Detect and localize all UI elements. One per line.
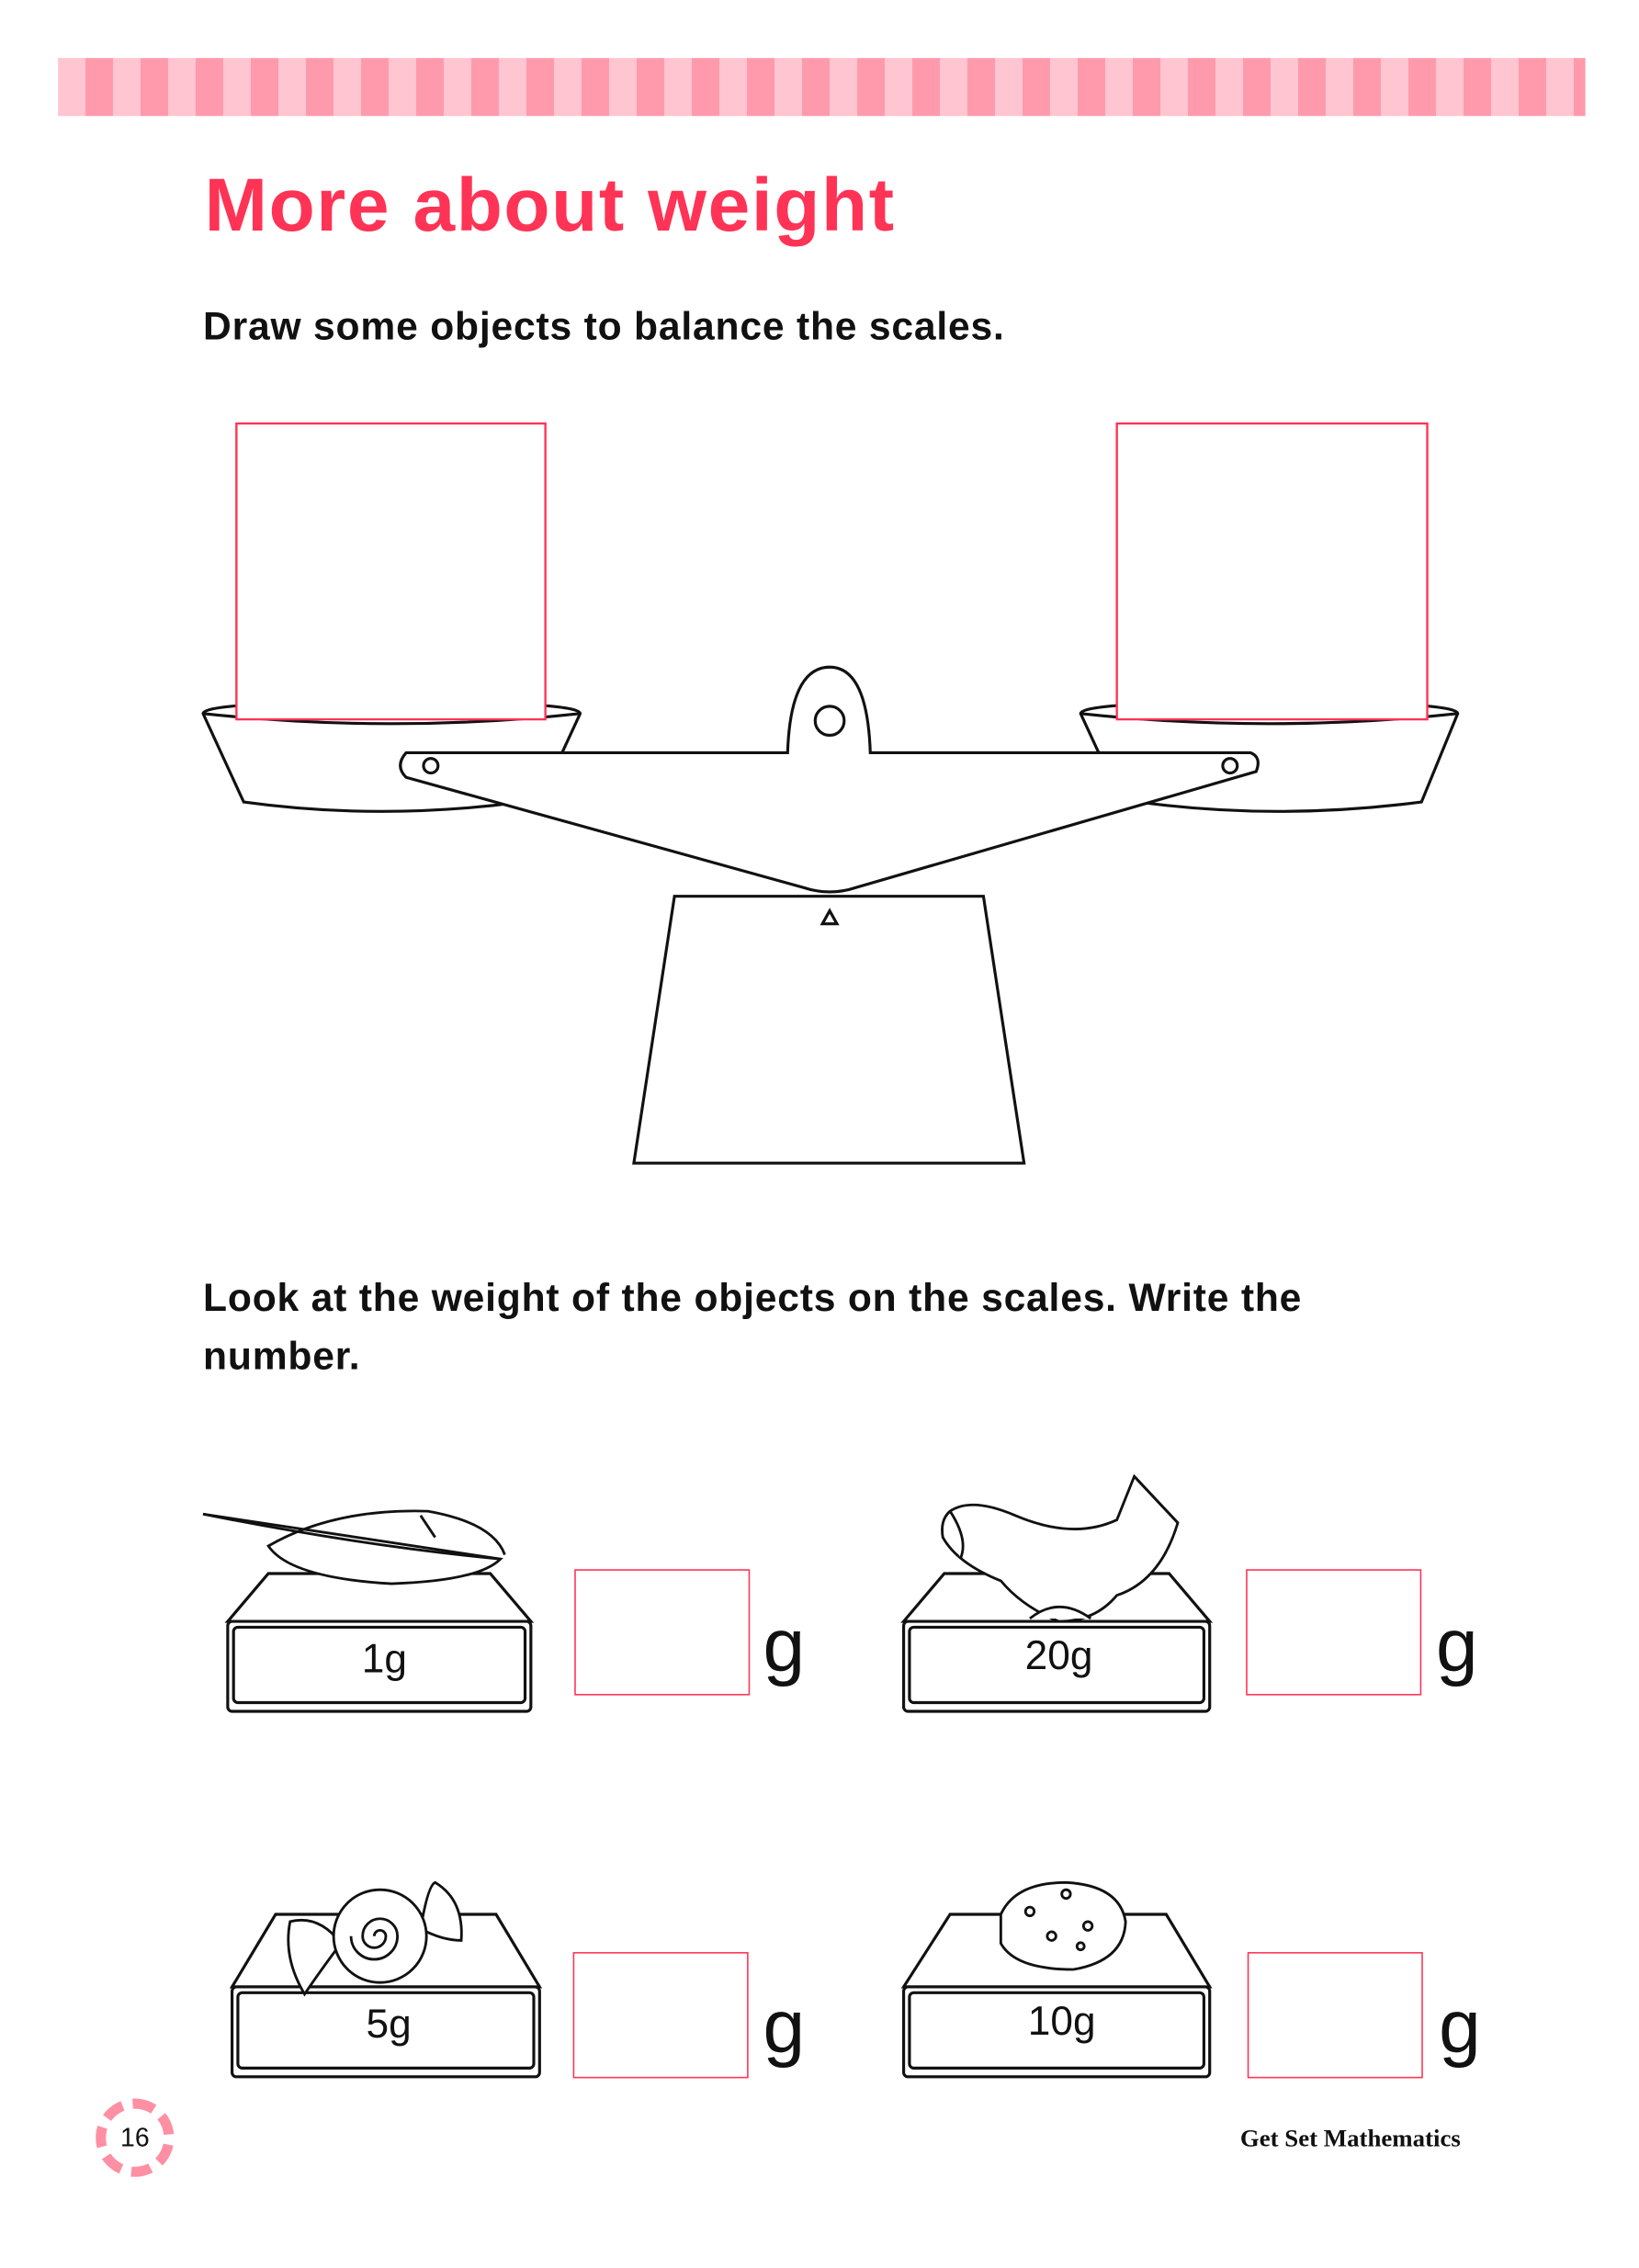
unit-label: g (1436, 1604, 1478, 1688)
weight-label: 10g (1027, 1998, 1096, 2044)
unit-label: g (763, 1604, 806, 1688)
answer-box-feather[interactable] (574, 1569, 750, 1695)
answer-box-biscuit[interactable] (1248, 1952, 1423, 2078)
biscuit-icon (1000, 1882, 1125, 1969)
unit-label: g (1439, 1985, 1481, 2070)
weight-label: 20g (1024, 1632, 1093, 1678)
page-number: 16 (96, 2099, 174, 2177)
unit-label: g (763, 1985, 806, 2070)
draw-box-right (1117, 423, 1428, 719)
weight-label: 1g (361, 1635, 407, 1681)
weight-label: 5g (366, 2001, 412, 2047)
answer-box-sock[interactable] (1246, 1569, 1421, 1695)
answer-box-sweet[interactable] (573, 1952, 749, 2078)
instruction-balance: Draw some objects to balance the scales. (203, 304, 1005, 348)
draw-box-left (236, 423, 545, 719)
book-title: Get Set Mathematics (1239, 2124, 1461, 2152)
page-title: More about weight (204, 164, 896, 248)
feather-icon (203, 1511, 504, 1584)
instruction-read-weight: Look at the weight of the objects on the scales. Write the number. (203, 1276, 1303, 1378)
balance-scale-icon (203, 667, 1458, 1163)
